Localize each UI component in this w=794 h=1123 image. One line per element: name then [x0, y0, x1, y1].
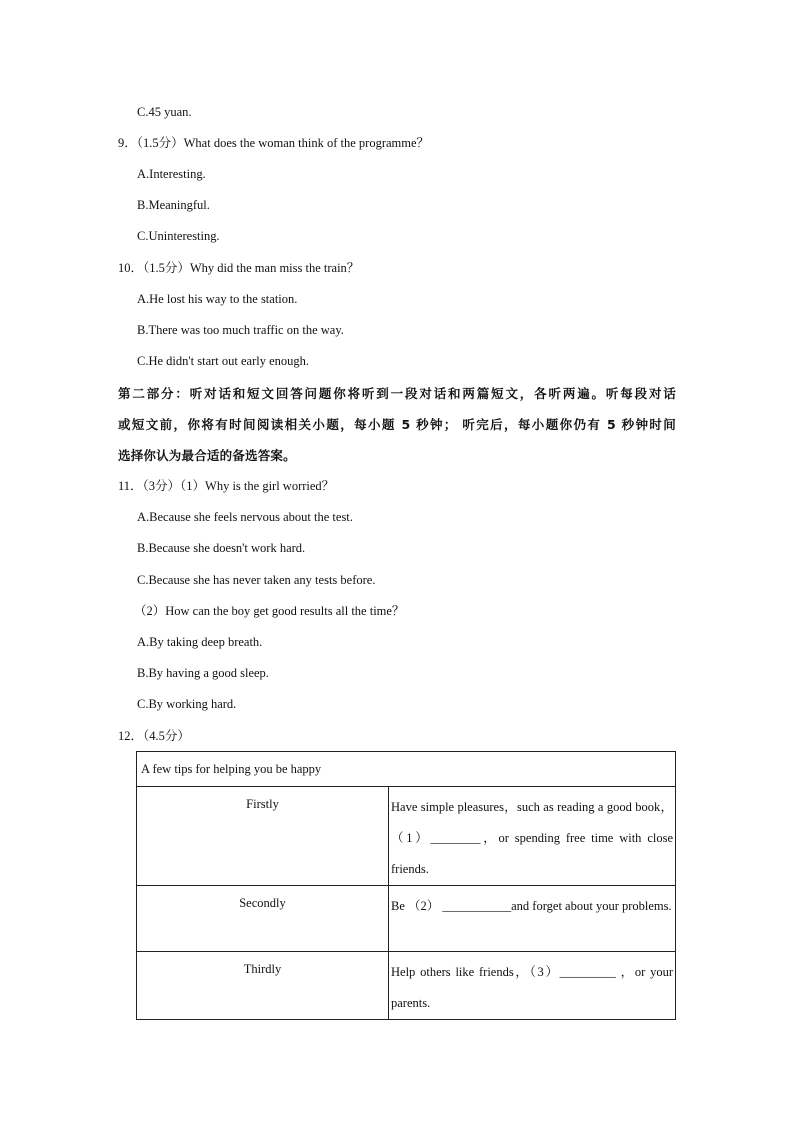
q10-option-a: A.He lost his way to the station.: [137, 292, 298, 306]
q11-option-a2: A.By taking deep breath.: [137, 635, 263, 649]
row-text-firstly: Have simple pleasures，such as reading a good book，（1）________，or spending free time with close friends.: [389, 787, 676, 886]
section-2-line-2: 或短文前，你将有时间阅读相关小题，每小题 5 秒钟； 听完后，每小题你仍有 5 秒钟时间: [118, 417, 676, 432]
section-2-instructions: [118, 378, 676, 471]
tips-table: [136, 751, 676, 1020]
section-2-line-3: 选择你认为最合适的备选答案。: [118, 448, 296, 463]
table-header: A few tips for helping you be happy: [137, 752, 676, 787]
table-header-row: [137, 752, 676, 787]
q11-stem: 11．（3分）（1）Why is the girl worried？: [118, 479, 335, 493]
q11-sub-question-2: （2）How can the boy get good results all the time？: [134, 604, 405, 618]
q11-option-b1: B.Because she doesn't work hard.: [137, 541, 306, 555]
table-row: [137, 886, 676, 952]
q9-stem: 9．（1.5分）What does the woman think of the programme？: [118, 136, 430, 150]
section-2-line-1: 第二部分：听对话和短文回答问题你将听到一段对话和两篇短文，各听两遍。听每段对话: [118, 386, 676, 401]
q9-option-a: A.Interesting.: [137, 167, 206, 181]
q8-option-c: C.45 yuan.: [137, 105, 192, 119]
row-text-secondly: Be （2） ___________and forget about your problems.: [389, 886, 676, 952]
q11-option-b2: B.By having a good sleep.: [137, 666, 269, 680]
row-label-thirdly: Thirdly: [137, 952, 389, 1020]
row-text-thirdly: Help others like friends，（3）_________ ，or your parents.: [389, 952, 676, 1020]
q10-option-c: C.He didn't start out early enough.: [137, 354, 310, 368]
row-label-firstly: Firstly: [137, 787, 389, 886]
q9-option-c: C.Uninteresting.: [137, 229, 220, 243]
q12-stem: 12．（4.5分）: [118, 729, 190, 743]
q11-option-a1: A.Because she feels nervous about the test.: [137, 510, 353, 524]
q11-option-c2: C.By working hard.: [137, 697, 237, 711]
q10-stem: 10．（1.5分）Why did the man miss the train？: [118, 261, 360, 275]
table-row: [137, 952, 676, 1020]
row-label-secondly: Secondly: [137, 886, 389, 952]
q9-option-b: B.Meaningful.: [137, 198, 210, 212]
q11-option-c1: C.Because she has never taken any tests before.: [137, 573, 376, 587]
q10-option-b: B.There was too much traffic on the way.: [137, 323, 344, 337]
table-row: [137, 787, 676, 886]
